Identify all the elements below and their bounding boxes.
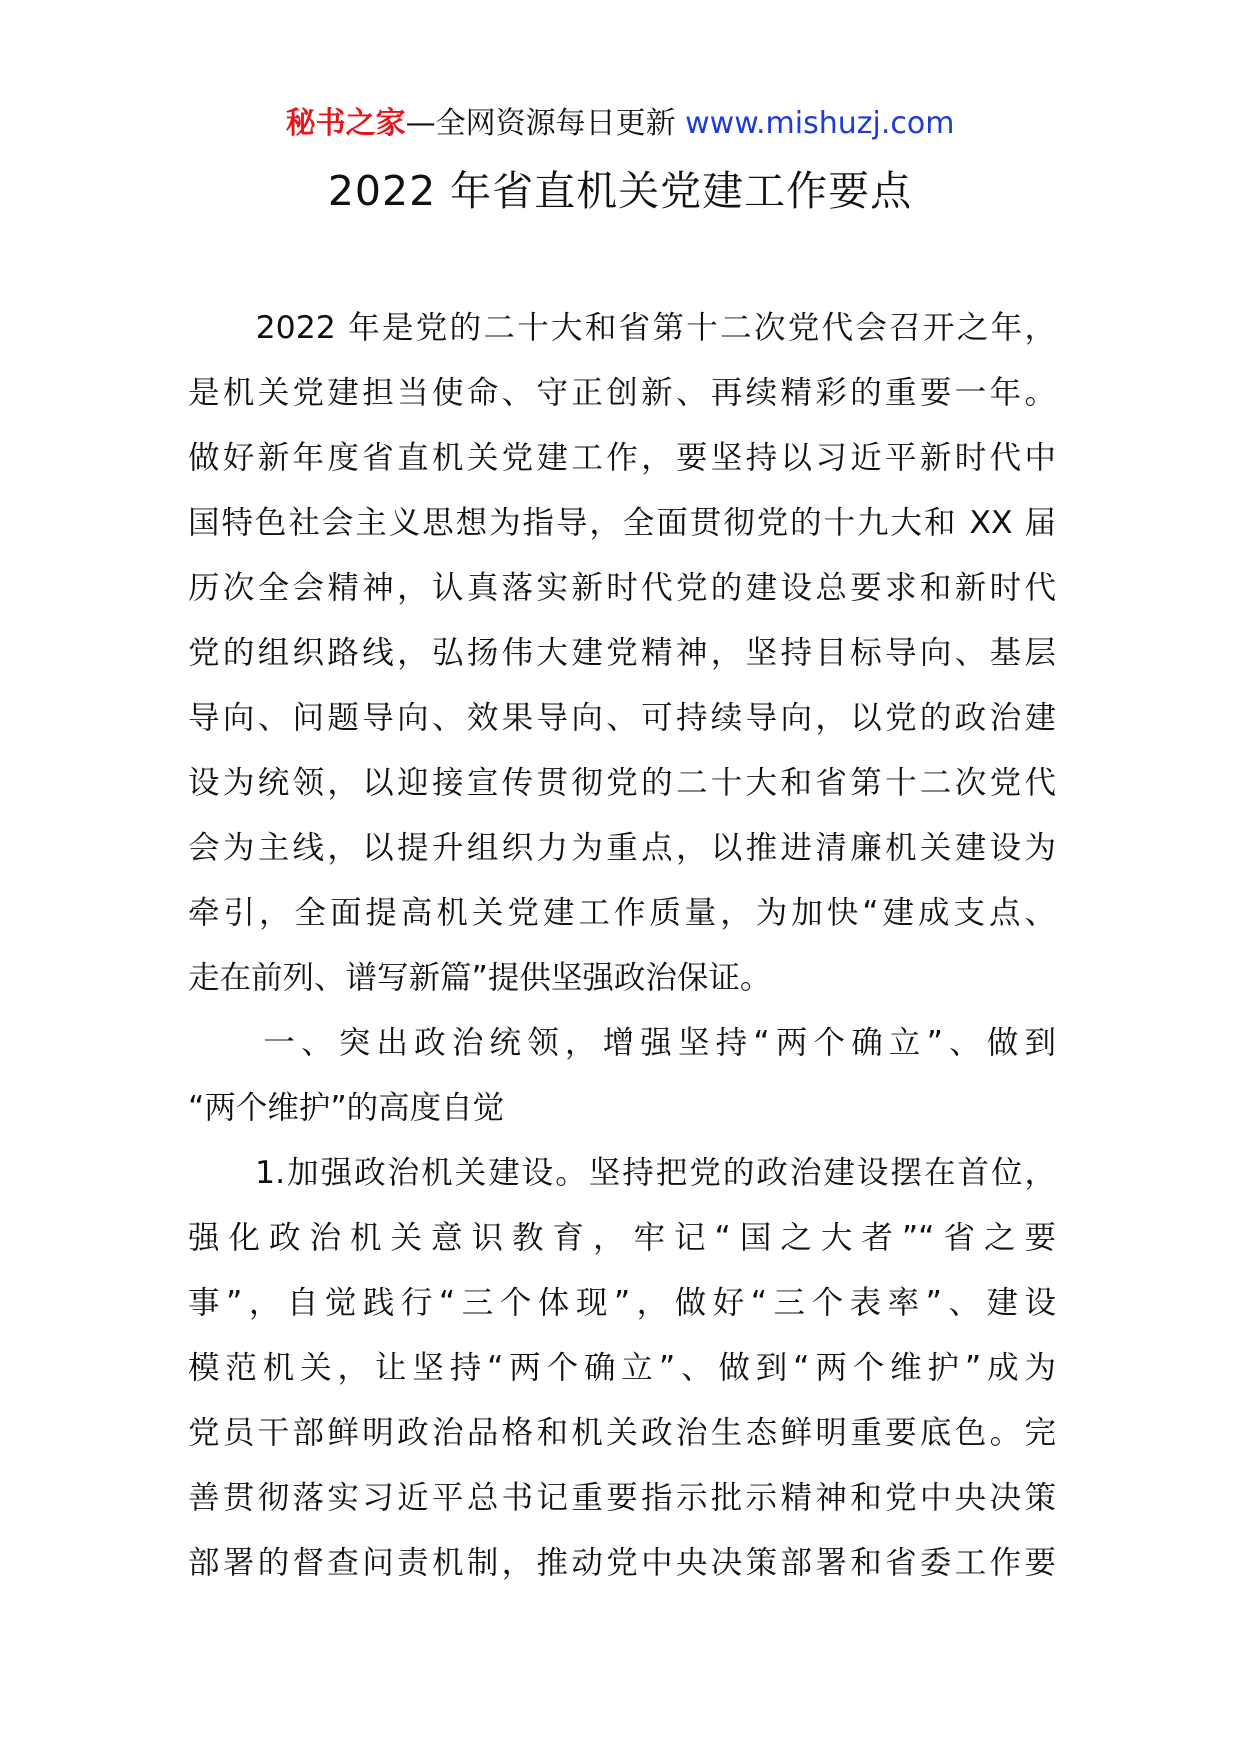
text-line: 模范机关，让坚持“两个确立”、做到“两个维护”成为 (188, 1350, 1056, 1386)
text-line: 党的组织路线，弘扬伟大建党精神，坚持目标导向、基层 (188, 635, 1056, 671)
text-line: 导向、问题导向、效果导向、可持续导向，以党的政治建 (188, 700, 1056, 736)
brand-name: 秘书之家 (285, 106, 406, 141)
text-line: 事”，自觉践行“三个体现”，做好“三个表率”、建设 (188, 1285, 1056, 1321)
site-url-link[interactable]: www.mishuzj.com (685, 106, 955, 141)
text-line: 国特色社会主义思想为指导，全面贯彻党的十九大和 XX 届 (188, 505, 1056, 541)
text-line: 强化政治机关意识教育，牢记“国之大者”“省之要 (188, 1220, 1056, 1256)
text-line: 部署的督查问责机制，推动党中央决策部署和省委工作要 (188, 1545, 1056, 1581)
text-line: 做好新年度省直机关党建工作，要坚持以习近平新时代中 (188, 440, 1056, 476)
text-line: 牵引，全面提高机关党建工作质量，为加快“建成支点、 (188, 895, 1056, 931)
site-slogan: —全网资源每日更新 (405, 106, 676, 141)
document-body (188, 296, 1056, 1596)
text-line: 历次全会精神，认真落实新时代党的建设总要求和新时代 (188, 570, 1056, 606)
text-line: 党员干部鲜明政治品格和机关政治生态鲜明重要底色。完 (188, 1415, 1056, 1451)
text-line: 设为统领，以迎接宣传贯彻党的二十大和省第十二次党代 (188, 765, 1056, 801)
text-line: 1.加强政治机关建设。坚持把党的政治建设摆在首位， (188, 1155, 1056, 1191)
section-heading-line: “两个维护”的高度自觉 (188, 1090, 505, 1126)
text-line: 走在前列、谱写新篇”提供坚强政治保证。 (188, 960, 772, 996)
text-line: 善贯彻落实习近平总书记重要指示批示精神和党中央决策 (188, 1480, 1056, 1516)
section-heading-line: 一、突出政治统领，增强坚持“两个确立”、做到 (188, 1025, 1056, 1061)
document-title: 2022 年省直机关党建工作要点 (327, 167, 913, 215)
text-line: 会为主线，以提升组织力为重点，以推进清廉机关建设为 (188, 830, 1056, 866)
text-line: 是机关党建担当使命、守正创新、再续精彩的重要一年。 (188, 375, 1056, 411)
text-line: 2022 年是党的二十大和省第十二次党代会召开之年， (188, 310, 1056, 346)
site-header (0, 104, 1240, 144)
